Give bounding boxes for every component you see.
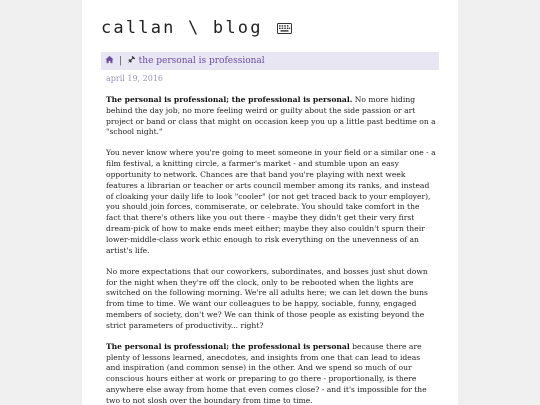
site-title[interactable]: callan \ blog	[101, 18, 263, 38]
post-text: because there are plenty of lessons learned, anecdotes, and insights from one that can lead to ideas and inspiration (and common sense) in the other. And we spend so much of our conscious hours either at work or preparing to go there - proportionally, is there anywhere else away from home that even comes close? - and it's impossible for the two to not slosh over the boundary from time to time.	[106, 341, 427, 405]
page	[82, 0, 458, 405]
keyboard-icon	[277, 19, 292, 39]
breadcrumb-separator: |	[118, 56, 122, 66]
post-paragraph	[106, 267, 436, 332]
post-text: No more hiding behind the day job, no more feeling weird or guilty about the side passion or art project or band or class that might on occasion keep you up a little past bedtime on a "school night."	[106, 95, 436, 137]
post-paragraph	[106, 95, 436, 138]
pin-icon	[127, 53, 136, 71]
post-emphasis: The personal is professional; the professional is personal	[106, 341, 350, 351]
post-text: You never know where you're going to meet someone in your field or a similar one - a film festival, a knitting circle, a farmer's market - and stumble upon an easy opportunity to network. Chances are that band you're playing with next week features a librarian or teacher or arts council member among its ranks, and instead of cloaking your daily life to look "cooler" (or not get traced back to your employer), you should join forces, commiserate, or celebrate. You should take comfort in the fact that there's others like you out there - maybe they didn't get their very first dream-pick of how to make ends meet either; maybe they also couldn't spurn their lower-middle-class work ethic enough to risk everything on the unevenness of an artist's life.	[106, 148, 436, 255]
post-body	[106, 95, 436, 405]
post-text: No more expectations that our coworkers, subordinates, and bosses just shut down for the night when they're off the clock, only to be rebooted when the lights are switched on the following morning. We're all adults here; we can let down the buns from time to time. We want our colleagues to be happy, sociable, funny, engaged members of society, don't we? We can think of those people as existing beyond the strict parameters of productivity... right?	[106, 266, 428, 330]
post-paragraph	[106, 148, 436, 256]
post-emphasis: The personal is professional; the professional is personal.	[106, 95, 353, 104]
home-icon[interactable]	[105, 53, 114, 71]
breadcrumb-current[interactable]: the personal is professional	[138, 56, 265, 66]
post-paragraph	[106, 342, 436, 405]
post-date: april 19, 2016	[106, 74, 163, 83]
breadcrumb	[101, 52, 439, 70]
site-header	[101, 18, 292, 39]
